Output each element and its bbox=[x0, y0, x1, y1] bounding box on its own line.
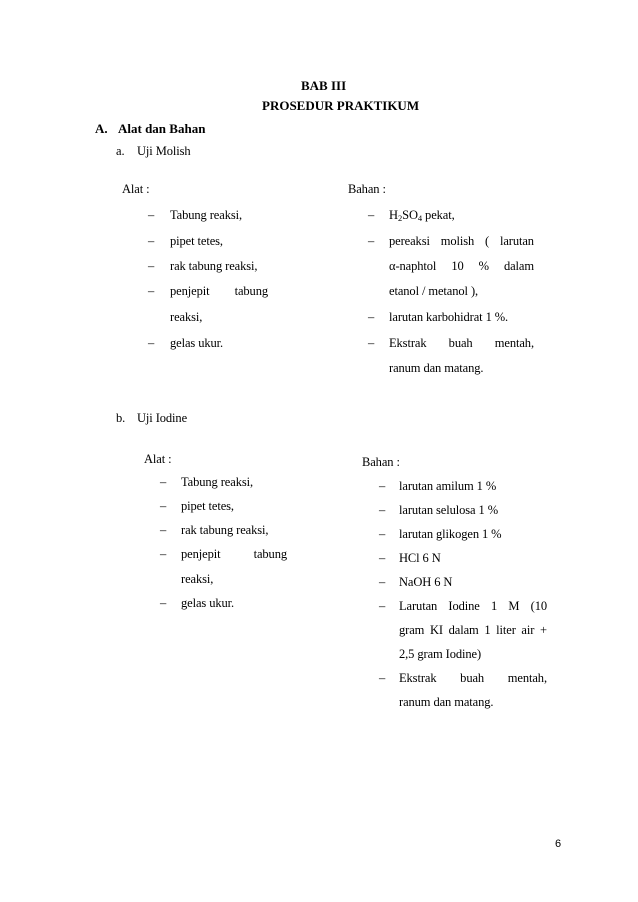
molish-bahan-label: Bahan : bbox=[348, 182, 386, 196]
molish-bahan-item-4-line-2: ranum dan matang. bbox=[389, 361, 484, 375]
word: ( bbox=[485, 234, 490, 248]
molish-alat-item-1: Tabung reaksi, bbox=[170, 208, 243, 222]
word: larutan bbox=[499, 234, 534, 248]
iodine-alat-item-3: rak tabung reaksi, bbox=[181, 523, 269, 537]
word: buah bbox=[460, 671, 485, 685]
list-bullet: – bbox=[148, 259, 155, 273]
molish-bahan-item-2-line-3: etanol / metanol ), bbox=[389, 284, 479, 298]
iodine-bahan-item-7-line-1 bbox=[399, 671, 547, 686]
word: buah bbox=[448, 336, 473, 350]
list-bullet: – bbox=[368, 234, 375, 248]
list-bullet: – bbox=[160, 499, 167, 513]
iodine-bahan-item-6-line-2 bbox=[399, 623, 547, 638]
iodine-alat-item-4-line-2: reaksi, bbox=[181, 572, 214, 586]
molish-alat-item-3: rak tabung reaksi, bbox=[170, 259, 258, 273]
iodine-alat-item-4-line-1 bbox=[181, 547, 287, 562]
word: 10 bbox=[451, 259, 464, 273]
chapter-heading: BAB III bbox=[301, 78, 347, 93]
subsection-a-title: Uji Molish bbox=[137, 144, 191, 158]
list-bullet: – bbox=[379, 527, 386, 541]
molish-bahan-item-2-line-2 bbox=[389, 259, 534, 274]
molish-bahan-item-2-line-1 bbox=[389, 234, 534, 249]
list-bullet: – bbox=[148, 284, 155, 298]
list-bullet: – bbox=[379, 551, 386, 565]
subscript: 2 bbox=[397, 213, 403, 223]
word: tabung bbox=[234, 284, 268, 298]
word: M bbox=[508, 599, 520, 613]
molish-bahan-item-4-line-1 bbox=[389, 336, 534, 351]
list-bullet: – bbox=[379, 671, 386, 685]
word: liter bbox=[496, 623, 516, 637]
list-bullet: – bbox=[148, 336, 155, 350]
section-a-label: A. bbox=[95, 121, 108, 136]
list-bullet: – bbox=[368, 336, 375, 350]
word: 1 bbox=[490, 599, 498, 613]
word: α-naphtol bbox=[389, 259, 437, 273]
list-bullet: – bbox=[160, 547, 167, 561]
section-a-title: Alat dan Bahan bbox=[118, 121, 206, 136]
subsection-a-label: a. bbox=[116, 144, 125, 158]
page-number: 6 bbox=[555, 838, 562, 850]
word: Ekstrak bbox=[389, 336, 427, 350]
iodine-bahan-item-2: larutan selulosa 1 % bbox=[399, 503, 499, 517]
chapter-title: PROSEDUR PRAKTIKUM bbox=[262, 98, 420, 113]
word: gram bbox=[399, 623, 425, 637]
molish-alat-item-2: pipet tetes, bbox=[170, 234, 223, 248]
word: Ekstrak bbox=[399, 671, 437, 685]
word: Iodine bbox=[448, 599, 480, 613]
word: Larutan bbox=[399, 599, 438, 613]
word: penjepit bbox=[181, 547, 221, 561]
list-bullet: – bbox=[379, 599, 386, 613]
word: dalam bbox=[448, 623, 479, 637]
subscript: 4 bbox=[417, 213, 423, 223]
iodine-bahan-item-5: NaOH 6 N bbox=[399, 575, 453, 589]
formula-so: SO bbox=[402, 208, 418, 222]
iodine-bahan-item-7-line-2: ranum dan matang. bbox=[399, 695, 494, 709]
molish-alat-item-4-line-1 bbox=[170, 284, 268, 299]
word: + bbox=[539, 623, 547, 637]
word: % bbox=[478, 259, 489, 273]
subsection-b-title: Uji Iodine bbox=[137, 411, 188, 425]
iodine-bahan-item-6-line-1 bbox=[399, 599, 547, 614]
subsection-b-label: b. bbox=[116, 411, 126, 425]
list-bullet: – bbox=[160, 475, 167, 489]
word: 1 bbox=[484, 623, 491, 637]
formula-h: H bbox=[389, 208, 398, 222]
word: pereaksi bbox=[389, 234, 430, 248]
word: molish bbox=[440, 234, 475, 248]
formula-suffix: pekat, bbox=[422, 208, 455, 222]
list-bullet: – bbox=[160, 523, 167, 537]
word: penjepit bbox=[170, 284, 210, 298]
iodine-alat-item-2: pipet tetes, bbox=[181, 499, 234, 513]
list-bullet: – bbox=[379, 575, 386, 589]
word: mentah, bbox=[507, 671, 547, 685]
word: dalam bbox=[503, 259, 534, 273]
list-bullet: – bbox=[379, 479, 386, 493]
iodine-bahan-item-1: larutan amilum 1 % bbox=[399, 479, 497, 493]
iodine-alat-label: Alat : bbox=[144, 452, 172, 466]
word: tabung bbox=[253, 547, 287, 561]
molish-alat-item-4-line-2: reaksi, bbox=[170, 310, 203, 324]
iodine-bahan-item-3: larutan glikogen 1 % bbox=[399, 527, 502, 541]
list-bullet: – bbox=[379, 503, 386, 517]
molish-alat-label: Alat : bbox=[122, 182, 150, 196]
list-bullet: – bbox=[160, 596, 167, 610]
word: mentah, bbox=[494, 336, 534, 350]
iodine-alat-item-5: gelas ukur. bbox=[181, 596, 235, 610]
iodine-bahan-label: Bahan : bbox=[362, 455, 400, 469]
list-bullet: – bbox=[368, 208, 375, 222]
word: KI bbox=[429, 623, 443, 637]
iodine-bahan-item-6-line-3: 2,5 gram Iodine) bbox=[399, 647, 482, 661]
molish-bahan-item-1 bbox=[389, 208, 455, 223]
list-bullet: – bbox=[368, 310, 375, 324]
list-bullet: – bbox=[148, 208, 155, 222]
iodine-bahan-item-4: HCl 6 N bbox=[399, 551, 441, 565]
molish-bahan-item-3: larutan karbohidrat 1 %. bbox=[389, 310, 509, 324]
molish-alat-item-5: gelas ukur. bbox=[170, 336, 224, 350]
iodine-alat-item-1: Tabung reaksi, bbox=[181, 475, 254, 489]
list-bullet: – bbox=[148, 234, 155, 248]
word: air bbox=[521, 623, 535, 637]
word: (10 bbox=[530, 599, 547, 613]
